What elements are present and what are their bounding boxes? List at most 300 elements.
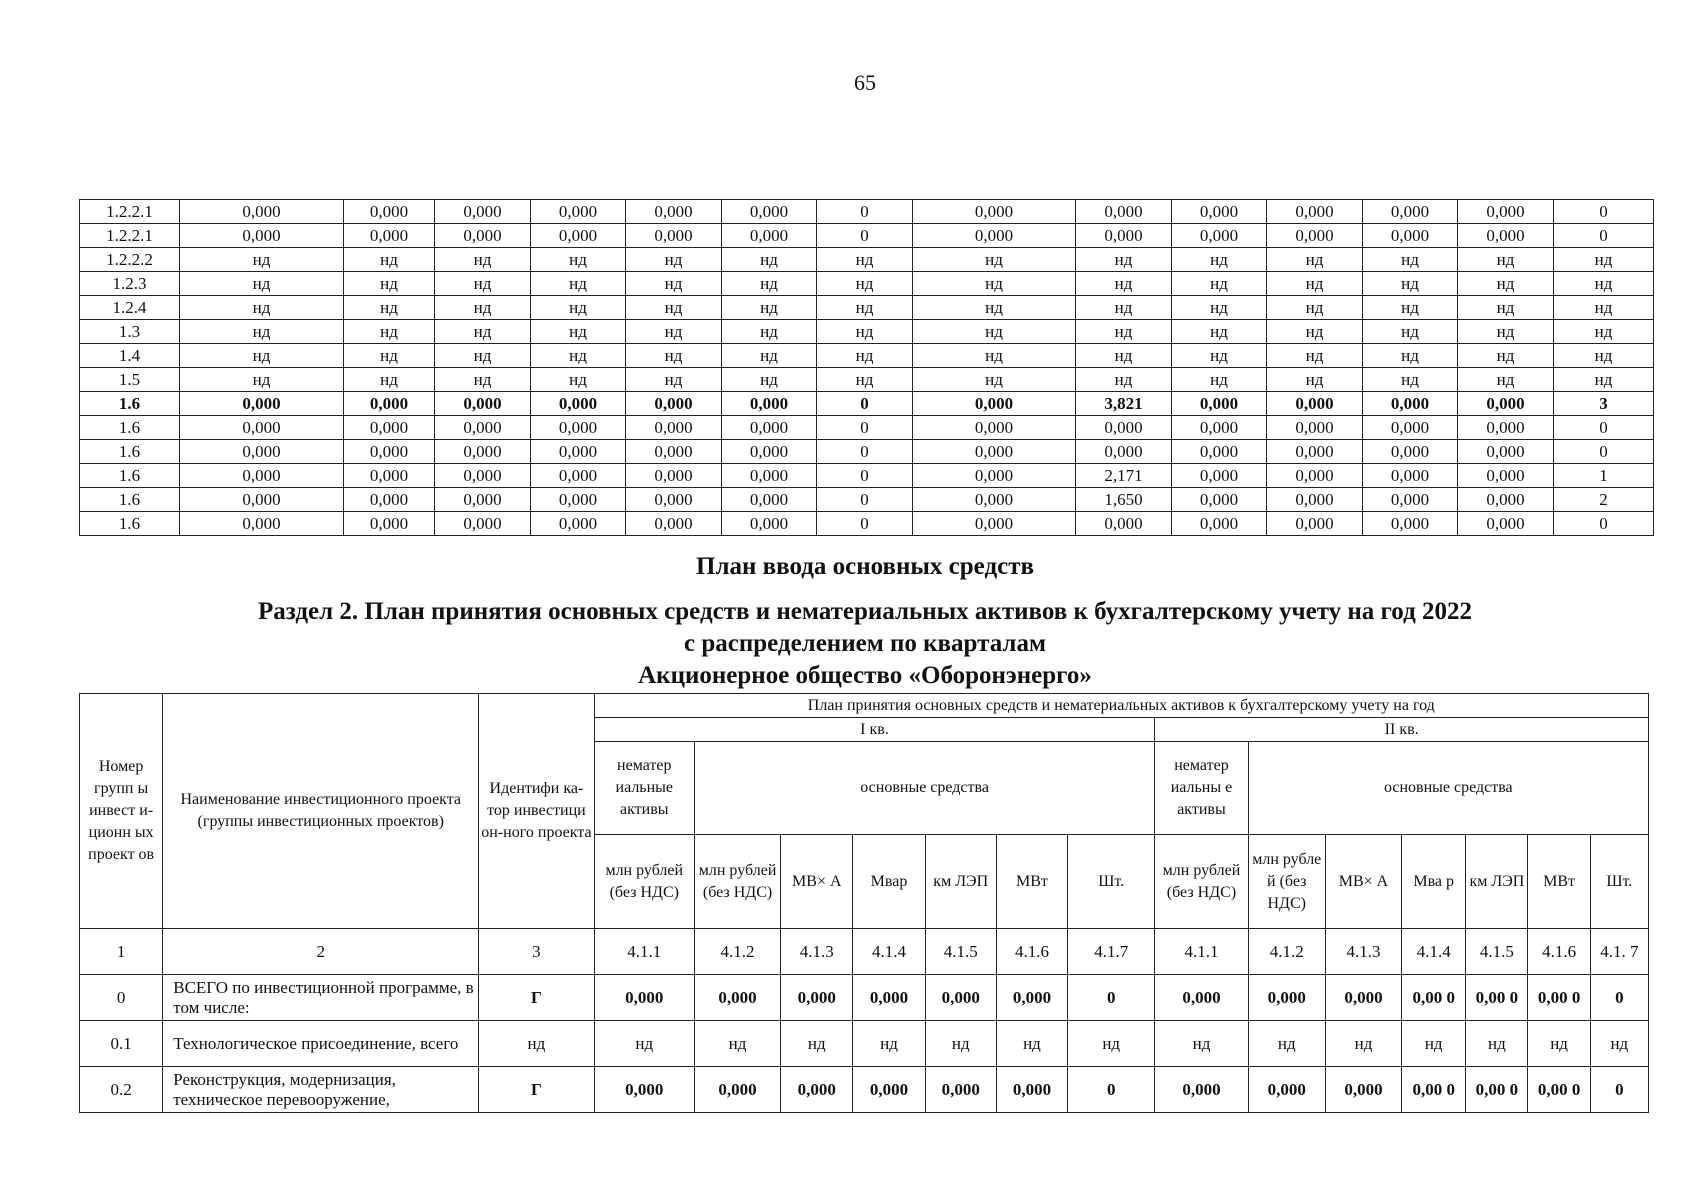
value-cell: нд xyxy=(913,368,1076,392)
row-id-cell: 1.4 xyxy=(80,344,180,368)
value-cell: 0,000 xyxy=(1363,200,1458,224)
value-cell: нд xyxy=(531,272,626,296)
value-cell: 2,171 xyxy=(1076,464,1172,488)
column-number-cell: 4.1.4 xyxy=(1402,929,1466,975)
value-cell: 0 xyxy=(1068,1067,1155,1113)
header-unit-q1: Шт. xyxy=(1068,835,1155,929)
value-cell: 0,000 xyxy=(344,416,435,440)
value-cell: 0,000 xyxy=(913,464,1076,488)
row-id-cell: 1.5 xyxy=(80,368,180,392)
value-cell: 0,000 xyxy=(781,975,853,1021)
value-cell: 0,000 xyxy=(531,224,626,248)
value-cell: 0,000 xyxy=(1458,488,1554,512)
column-number-cell: 4.1.1 xyxy=(1155,929,1248,975)
value-cell: нд xyxy=(1363,272,1458,296)
value-cell: 0,000 xyxy=(1458,416,1554,440)
value-cell: нд xyxy=(1554,248,1654,272)
value-cell: 0,000 xyxy=(1076,224,1172,248)
value-cell: нд xyxy=(925,1021,996,1067)
value-cell: нд xyxy=(1076,368,1172,392)
table-row xyxy=(80,296,1654,320)
value-cell: 0,000 xyxy=(913,440,1076,464)
header-unit-q1: МВт xyxy=(996,835,1067,929)
value-cell: 0,000 xyxy=(180,416,344,440)
value-cell: нд xyxy=(1267,248,1363,272)
value-cell: 0 xyxy=(817,440,913,464)
value-cell: нд xyxy=(1458,248,1554,272)
value-cell: 0,000 xyxy=(853,975,925,1021)
value-cell: 0,000 xyxy=(722,488,817,512)
column-number-cell: 4.1.1 xyxy=(594,929,694,975)
table-row xyxy=(80,464,1654,488)
value-cell: 0,000 xyxy=(435,440,531,464)
value-cell: 0,000 xyxy=(722,440,817,464)
column-number-cell: 3 xyxy=(479,929,594,975)
value-cell: 0,00 0 xyxy=(1466,1067,1528,1113)
value-cell: нд xyxy=(1076,272,1172,296)
value-cell: 0 xyxy=(1554,200,1654,224)
value-cell: 0,000 xyxy=(1267,464,1363,488)
value-cell: нд xyxy=(817,296,913,320)
value-cell: нд xyxy=(1554,296,1654,320)
value-cell: 0,000 xyxy=(626,464,722,488)
value-cell: 0,00 0 xyxy=(1528,1067,1590,1113)
value-cell: 0,000 xyxy=(913,200,1076,224)
column-number-cell: 4.1.5 xyxy=(925,929,996,975)
value-cell: 0,000 xyxy=(1458,464,1554,488)
page-number: 65 xyxy=(854,70,876,95)
value-cell: 0,000 xyxy=(1325,975,1401,1021)
value-cell: 0 xyxy=(817,488,913,512)
value-cell: 0,000 xyxy=(1172,200,1267,224)
value-cell: нд xyxy=(1363,296,1458,320)
value-cell: 0,000 xyxy=(1363,416,1458,440)
value-cell: 0,000 xyxy=(435,512,531,536)
value-cell: нд xyxy=(722,272,817,296)
value-cell: нд xyxy=(531,344,626,368)
header-q2: II кв. xyxy=(1155,718,1649,742)
table-row xyxy=(80,512,1654,536)
row-id-cell: 1.3 xyxy=(80,320,180,344)
table-row xyxy=(80,1021,1649,1067)
value-cell: 0,000 xyxy=(913,512,1076,536)
value-cell: 0,000 xyxy=(626,440,722,464)
row-id-cell: 1.6 xyxy=(80,440,180,464)
value-cell: 3 xyxy=(1554,392,1654,416)
fixed-assets-plan-table xyxy=(79,693,1649,1113)
value-cell: нд xyxy=(1363,368,1458,392)
section-title-line1: Раздел 2. План принятия основных средств и нематериальных активов к бухгалтерскому учету на год 2022 xyxy=(258,598,1472,625)
value-cell: 0,00 0 xyxy=(1402,975,1466,1021)
value-cell: нд xyxy=(1458,368,1554,392)
row-id-cell: 1.6 xyxy=(80,392,180,416)
value-cell: 0 xyxy=(1590,1067,1648,1113)
column-number-cell: 4.1.2 xyxy=(1248,929,1325,975)
value-cell: нд xyxy=(1590,1021,1648,1067)
table-row xyxy=(80,368,1654,392)
value-cell: 0,000 xyxy=(344,488,435,512)
value-cell: 0,000 xyxy=(180,488,344,512)
project-name-cell: ВСЕГО по инвестиционной программе, в том числе: xyxy=(163,975,479,1021)
column-number-cell: 4.1.4 xyxy=(853,929,925,975)
header-unit-q2: км ЛЭП xyxy=(1466,835,1528,929)
value-cell: нд xyxy=(626,248,722,272)
value-cell: 0,000 xyxy=(626,488,722,512)
table-row xyxy=(80,975,1649,1021)
value-cell: 0,000 xyxy=(180,224,344,248)
value-cell: 0,000 xyxy=(180,440,344,464)
value-cell: 0,000 xyxy=(531,416,626,440)
value-cell: 0,000 xyxy=(1267,200,1363,224)
value-cell: нд xyxy=(531,296,626,320)
value-cell: нд xyxy=(722,296,817,320)
value-cell: нд xyxy=(722,320,817,344)
value-cell: 0,000 xyxy=(996,975,1067,1021)
value-cell: нд xyxy=(1554,272,1654,296)
value-cell: нд xyxy=(1172,248,1267,272)
value-cell: 0,000 xyxy=(781,1067,853,1113)
value-cell: 0,000 xyxy=(1172,512,1267,536)
value-cell: нд xyxy=(1172,272,1267,296)
value-cell: нд xyxy=(722,368,817,392)
value-cell: 0,000 xyxy=(1172,488,1267,512)
value-cell: 0,000 xyxy=(435,224,531,248)
value-cell: 0,000 xyxy=(722,392,817,416)
value-cell: 0,000 xyxy=(1248,1067,1325,1113)
value-cell: 0 xyxy=(1554,512,1654,536)
row-id-cell: 1.2.4 xyxy=(80,296,180,320)
value-cell: нд xyxy=(913,272,1076,296)
table-row xyxy=(80,200,1654,224)
value-cell: 0,000 xyxy=(1155,975,1248,1021)
value-cell: нд xyxy=(1458,320,1554,344)
value-cell: 0,000 xyxy=(722,512,817,536)
value-cell: 0 xyxy=(1068,975,1155,1021)
header-unit-q1: млн рублей (без НДС) xyxy=(694,835,780,929)
header-unit-q2: млн рубле й (без НДС) xyxy=(1248,835,1325,929)
header-unit-q2: МВ× А xyxy=(1325,835,1401,929)
value-cell: 0,00 0 xyxy=(1402,1067,1466,1113)
value-cell: 0,000 xyxy=(435,416,531,440)
value-cell: нд xyxy=(694,1021,780,1067)
plan-title: План ввода основных средств xyxy=(696,553,1034,580)
table-row xyxy=(80,272,1654,296)
value-cell: нд xyxy=(626,272,722,296)
column-number-cell: 4.1. 7 xyxy=(1590,929,1648,975)
value-cell: 2 xyxy=(1554,488,1654,512)
value-cell: нд xyxy=(1267,368,1363,392)
value-cell: 0,000 xyxy=(531,464,626,488)
value-cell: нд xyxy=(180,368,344,392)
value-cell: нд xyxy=(1466,1021,1528,1067)
value-cell: нд xyxy=(435,296,531,320)
value-cell: 0,000 xyxy=(913,392,1076,416)
value-cell: нд xyxy=(913,320,1076,344)
value-cell: нд xyxy=(1172,368,1267,392)
value-cell: нд xyxy=(435,248,531,272)
value-cell: нд xyxy=(913,296,1076,320)
table-row xyxy=(80,488,1654,512)
row-id-cell: 1.2.2.1 xyxy=(80,224,180,248)
header-unit-q1: МВ× А xyxy=(781,835,853,929)
value-cell: нд xyxy=(344,368,435,392)
value-cell: нд xyxy=(1528,1021,1590,1067)
value-cell: 0,000 xyxy=(531,512,626,536)
value-cell: 0,000 xyxy=(694,1067,780,1113)
header-unit-q2: млн рублей (без НДС) xyxy=(1155,835,1248,929)
row-id-cell: 0.1 xyxy=(80,1021,163,1067)
value-cell: 0,000 xyxy=(1267,488,1363,512)
column-number-cell: 4.1.2 xyxy=(694,929,780,975)
value-cell: 0,000 xyxy=(1076,200,1172,224)
row-id-cell: 1.2.2.1 xyxy=(80,200,180,224)
row-id-cell: 1.2.2.2 xyxy=(80,248,180,272)
value-cell: нд xyxy=(1402,1021,1466,1067)
value-cell: 0,000 xyxy=(853,1067,925,1113)
value-cell: 0,000 xyxy=(1076,440,1172,464)
value-cell: нд xyxy=(626,368,722,392)
value-cell: 0,000 xyxy=(1076,416,1172,440)
value-cell: 0,000 xyxy=(344,392,435,416)
header-q2-intangible: нематер иальны е активы xyxy=(1155,742,1248,835)
table-row xyxy=(80,1067,1649,1113)
value-cell: 0,000 xyxy=(1155,1067,1248,1113)
value-cell: 0,000 xyxy=(913,224,1076,248)
value-cell: 0,000 xyxy=(531,488,626,512)
value-cell: 3,821 xyxy=(1076,392,1172,416)
value-cell: нд xyxy=(1363,320,1458,344)
value-cell: нд xyxy=(1076,344,1172,368)
value-cell: нд xyxy=(1363,344,1458,368)
value-cell: 0 xyxy=(817,512,913,536)
column-number-cell: 4.1.6 xyxy=(1528,929,1590,975)
header-unit-q2: МВт xyxy=(1528,835,1590,929)
value-cell: нд xyxy=(853,1021,925,1067)
value-cell: 0,000 xyxy=(722,200,817,224)
value-cell: нд xyxy=(344,320,435,344)
value-cell: 0,000 xyxy=(1325,1067,1401,1113)
value-cell: нд xyxy=(996,1021,1067,1067)
value-cell: нд xyxy=(913,344,1076,368)
value-cell: нд xyxy=(1076,248,1172,272)
row-id-cell: 1.6 xyxy=(80,464,180,488)
value-cell: нд xyxy=(817,368,913,392)
value-cell: нд xyxy=(344,296,435,320)
identifier-cell: Г xyxy=(479,975,594,1021)
value-cell: 0,000 xyxy=(180,200,344,224)
value-cell: 0,000 xyxy=(1458,200,1554,224)
value-cell: 0,000 xyxy=(1363,440,1458,464)
value-cell: нд xyxy=(344,344,435,368)
value-cell: 0,000 xyxy=(1267,440,1363,464)
value-cell: 0,000 xyxy=(1267,416,1363,440)
value-cell: 0,000 xyxy=(626,392,722,416)
value-cell: 0,000 xyxy=(1458,224,1554,248)
value-cell: нд xyxy=(1155,1021,1248,1067)
value-cell: 0,000 xyxy=(1267,392,1363,416)
value-cell: нд xyxy=(1458,296,1554,320)
value-cell: нд xyxy=(1458,272,1554,296)
identifier-cell: Г xyxy=(479,1067,594,1113)
value-cell: 0,000 xyxy=(694,975,780,1021)
header-plan: План принятия основных средств и нематериальных активов к бухгалтерскому учету на год xyxy=(594,694,1648,718)
value-cell: 0,000 xyxy=(1363,488,1458,512)
row-id-cell: 1.6 xyxy=(80,488,180,512)
value-cell: 0,000 xyxy=(913,488,1076,512)
value-cell: нд xyxy=(1267,272,1363,296)
value-cell: нд xyxy=(344,272,435,296)
value-cell: нд xyxy=(913,248,1076,272)
value-cell: 0,000 xyxy=(996,1067,1067,1113)
value-cell: нд xyxy=(1076,296,1172,320)
value-cell: 0,000 xyxy=(594,1067,694,1113)
header-q2-fixed-assets: основные средства xyxy=(1248,742,1648,835)
value-cell: нд xyxy=(817,248,913,272)
value-cell: нд xyxy=(1076,320,1172,344)
value-cell: 0,000 xyxy=(1172,440,1267,464)
column-number-cell: 4.1.3 xyxy=(781,929,853,975)
identifier-cell: нд xyxy=(479,1021,594,1067)
value-cell: 0 xyxy=(817,464,913,488)
value-cell: 0,000 xyxy=(925,975,996,1021)
value-cell: нд xyxy=(1248,1021,1325,1067)
value-cell: нд xyxy=(435,344,531,368)
value-cell: 0,000 xyxy=(1267,512,1363,536)
row-id-cell: 1.6 xyxy=(80,416,180,440)
value-cell: нд xyxy=(1172,296,1267,320)
value-cell: 0,000 xyxy=(722,224,817,248)
value-cell: нд xyxy=(1554,368,1654,392)
value-cell: 0,000 xyxy=(1267,224,1363,248)
project-name-cell: Технологическое присоединение, всего xyxy=(163,1021,479,1067)
header-project-name: Наименование инвестиционного проекта (группы инвестиционных проектов) xyxy=(163,694,479,929)
value-cell: нд xyxy=(1554,344,1654,368)
row-id-cell: 1.2.3 xyxy=(80,272,180,296)
value-cell: 0,000 xyxy=(180,464,344,488)
column-number-cell: 4.1.6 xyxy=(996,929,1067,975)
value-cell: 0,000 xyxy=(344,464,435,488)
value-cell: 0,000 xyxy=(1172,416,1267,440)
value-cell: 0,000 xyxy=(626,512,722,536)
value-cell: нд xyxy=(180,248,344,272)
value-cell: 0 xyxy=(1554,224,1654,248)
section-title xyxy=(0,596,1695,660)
value-cell: 0,000 xyxy=(1363,512,1458,536)
value-cell: нд xyxy=(817,272,913,296)
value-cell: 0,000 xyxy=(435,392,531,416)
value-cell: нд xyxy=(1458,344,1554,368)
value-cell: нд xyxy=(531,248,626,272)
value-cell: нд xyxy=(1172,320,1267,344)
value-cell: нд xyxy=(531,368,626,392)
value-cell: 0,000 xyxy=(435,488,531,512)
value-cell: нд xyxy=(817,344,913,368)
value-cell: 0,00 0 xyxy=(1528,975,1590,1021)
table-row xyxy=(80,320,1654,344)
header-q1-fixed-assets: основные средства xyxy=(694,742,1154,835)
value-cell: 0,000 xyxy=(344,224,435,248)
value-cell: 0 xyxy=(1590,975,1648,1021)
value-cell: нд xyxy=(1172,344,1267,368)
value-cell: 1 xyxy=(1554,464,1654,488)
table-row xyxy=(80,248,1654,272)
value-cell: 0,000 xyxy=(531,392,626,416)
table-row xyxy=(80,344,1654,368)
column-number-cell: 4.1.7 xyxy=(1068,929,1155,975)
value-cell: 0,000 xyxy=(435,464,531,488)
value-cell: 0,000 xyxy=(722,416,817,440)
header-unit-q1: млн рублей (без НДС) xyxy=(594,835,694,929)
value-cell: нд xyxy=(594,1021,694,1067)
value-cell: 0,000 xyxy=(626,416,722,440)
value-cell: нд xyxy=(180,296,344,320)
project-name-cell: Реконструкция, модернизация, техническое перевооружение, xyxy=(163,1067,479,1113)
value-cell: 0,000 xyxy=(344,200,435,224)
value-cell: 0,000 xyxy=(594,975,694,1021)
value-cell: 0 xyxy=(1554,416,1654,440)
column-number-cell: 1 xyxy=(80,929,163,975)
value-cell: нд xyxy=(531,320,626,344)
value-cell: нд xyxy=(180,344,344,368)
value-cell: нд xyxy=(817,320,913,344)
section-title-line2: с распределением по кварталам xyxy=(684,630,1046,657)
value-cell: 0 xyxy=(817,392,913,416)
value-cell: 0 xyxy=(817,224,913,248)
row-id-cell: 1.6 xyxy=(80,512,180,536)
value-cell: 0,000 xyxy=(1363,392,1458,416)
value-cell: нд xyxy=(781,1021,853,1067)
value-cell: 0,000 xyxy=(626,224,722,248)
column-number-cell: 2 xyxy=(163,929,479,975)
value-cell: 0 xyxy=(817,200,913,224)
value-cell: 0,000 xyxy=(1248,975,1325,1021)
value-cell: 0,00 0 xyxy=(1466,975,1528,1021)
value-cell: нд xyxy=(626,296,722,320)
value-cell: 0,000 xyxy=(344,440,435,464)
header-q1-intangible: нематер иальные активы xyxy=(594,742,694,835)
value-cell: нд xyxy=(435,272,531,296)
value-cell: 0 xyxy=(817,416,913,440)
value-cell: нд xyxy=(1267,296,1363,320)
value-cell: нд xyxy=(1267,320,1363,344)
value-cell: 0,000 xyxy=(1172,464,1267,488)
value-cell: нд xyxy=(1554,320,1654,344)
row-id-cell: 0 xyxy=(80,975,163,1021)
value-cell: нд xyxy=(435,320,531,344)
value-cell: нд xyxy=(344,248,435,272)
value-cell: 0,000 xyxy=(722,464,817,488)
header-unit-q1: Мвар xyxy=(853,835,925,929)
value-cell: нд xyxy=(180,272,344,296)
value-cell: 1,650 xyxy=(1076,488,1172,512)
header-q1: I кв. xyxy=(594,718,1155,742)
value-cell: нд xyxy=(1068,1021,1155,1067)
value-cell: нд xyxy=(1325,1021,1401,1067)
value-cell: 0,000 xyxy=(1363,224,1458,248)
header-unit-q2: Шт. xyxy=(1590,835,1648,929)
column-number-cell: 4.1.3 xyxy=(1325,929,1401,975)
value-cell: 0,000 xyxy=(531,200,626,224)
value-cell: 0,000 xyxy=(344,512,435,536)
header-unit-q1: км ЛЭП xyxy=(925,835,996,929)
value-cell: 0,000 xyxy=(531,440,626,464)
value-cell: 0,000 xyxy=(435,200,531,224)
value-cell: нд xyxy=(1267,344,1363,368)
column-number-cell: 4.1.5 xyxy=(1466,929,1528,975)
value-cell: 0,000 xyxy=(925,1067,996,1113)
value-cell: нд xyxy=(180,320,344,344)
value-cell: 0,000 xyxy=(626,200,722,224)
